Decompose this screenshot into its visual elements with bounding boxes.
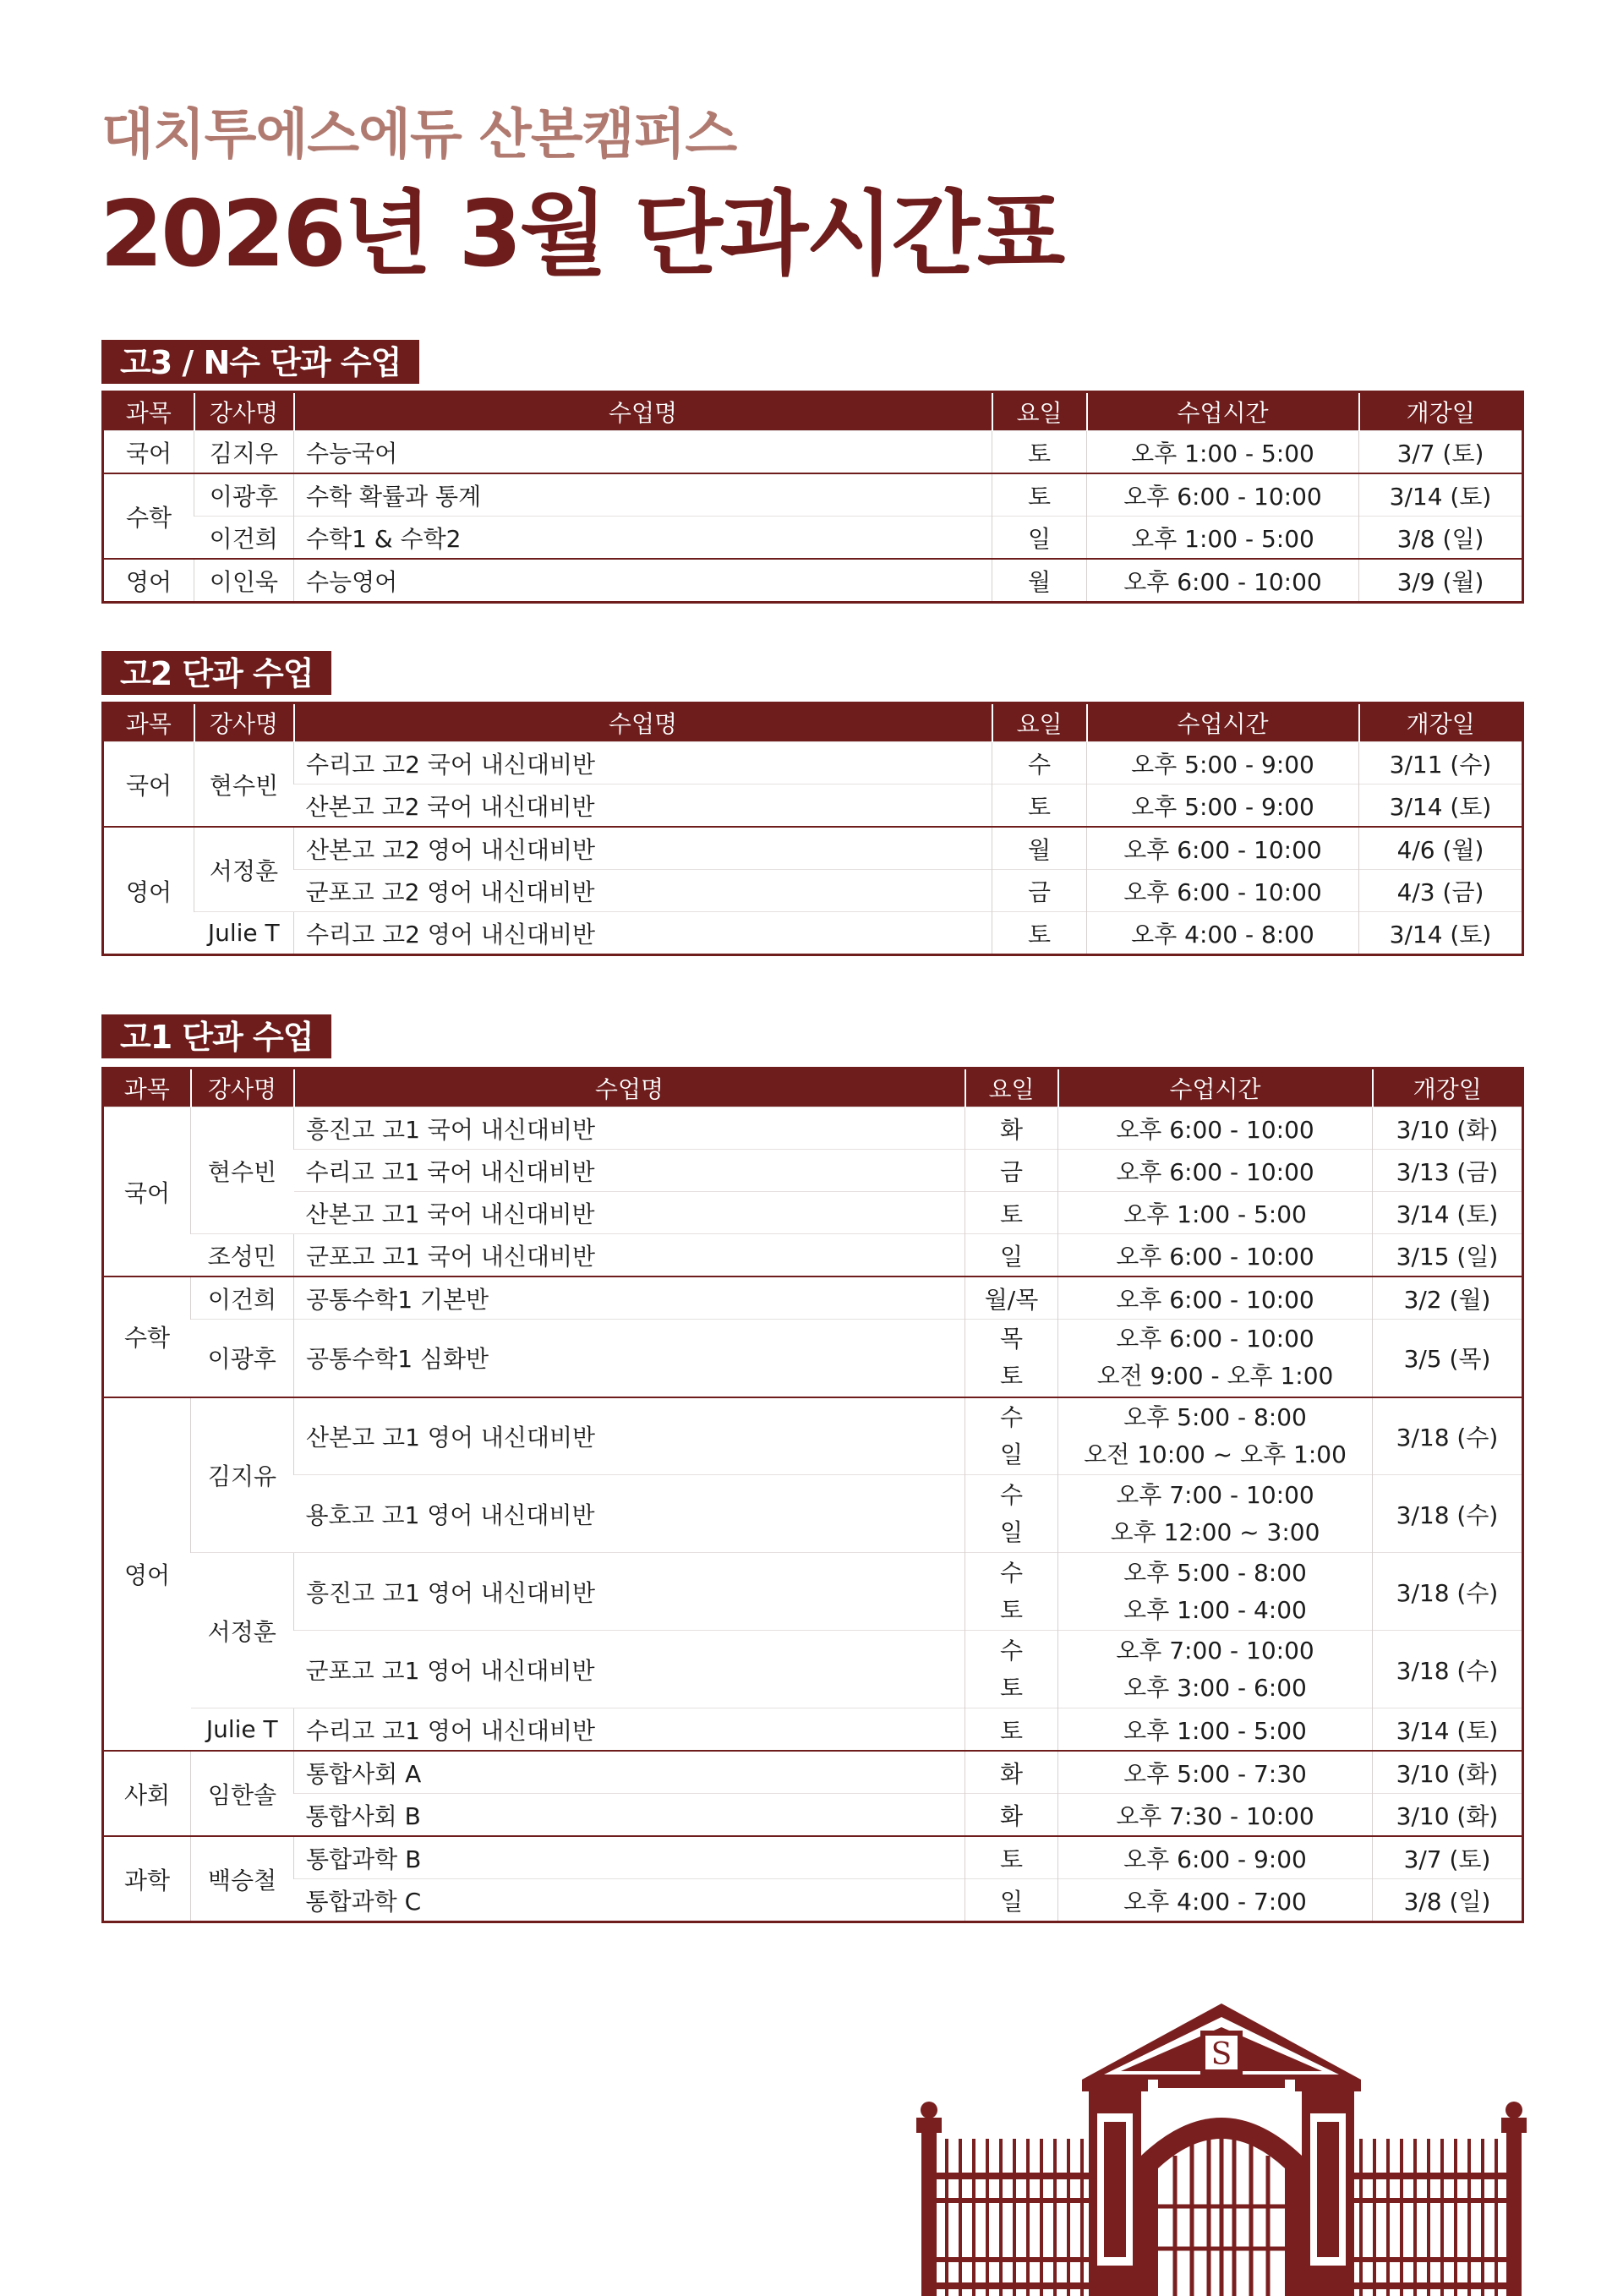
page-title: 2026년 3월 단과시간표 — [100, 182, 1063, 287]
section-label-g1: 고1 단과 수업 — [101, 1014, 331, 1058]
teacher-cell: 이인욱 — [194, 559, 294, 603]
time-cell: 오후 6:00 - 10:00 — [1087, 827, 1359, 870]
start-cell: 3/5 (목) — [1373, 1320, 1523, 1397]
day-line: 수 — [999, 1480, 1024, 1509]
svg-text:S: S — [1210, 2037, 1232, 2072]
day-cell: 월 — [992, 827, 1087, 870]
table-row — [103, 1150, 1523, 1192]
section-label-g3: 고3 / N수 단과 수업 — [101, 340, 419, 384]
teacher-cell: 서정훈 — [194, 827, 294, 912]
day-cell: 일 — [965, 1879, 1058, 1922]
teacher-cell: 임한솔 — [191, 1751, 294, 1836]
start-cell: 3/18 (수) — [1373, 1631, 1523, 1708]
subject-cell: 영어 — [103, 559, 194, 603]
time-line: 오후 5:00 - 8:00 — [1123, 1558, 1307, 1587]
course-cell: 수리고 고2 국어 내신대비반 — [294, 742, 992, 784]
course-cell: 공통수학1 기본반 — [294, 1276, 965, 1320]
campus-subtitle: 대치투에스에듀 산본캠퍼스 — [101, 104, 737, 167]
table-row — [103, 784, 1523, 828]
col-start: 개강일 — [1359, 392, 1523, 431]
start-cell: 3/2 (월) — [1373, 1276, 1523, 1320]
start-cell: 3/14 (토) — [1359, 784, 1523, 828]
course-cell: 군포고 고1 영어 내신대비반 — [294, 1631, 965, 1708]
time-line: 오후 7:00 - 10:00 — [1116, 1480, 1314, 1509]
day-line: 토 — [999, 1595, 1024, 1624]
timetable-g2 — [101, 702, 1524, 956]
course-cell: 산본고 고1 국어 내신대비반 — [294, 1192, 965, 1234]
time-cell: 오후 1:00 - 5:00 — [1087, 431, 1359, 474]
start-cell: 3/18 (수) — [1373, 1397, 1523, 1475]
table-row — [103, 870, 1523, 912]
day-cell: 토 — [965, 1836, 1058, 1879]
start-cell: 3/7 (토) — [1359, 431, 1523, 474]
time-cell: 오후 6:00 - 9:00 — [1058, 1836, 1373, 1879]
course-cell: 수학 확률과 통계 — [294, 473, 992, 517]
table-row — [103, 1836, 1523, 1879]
teacher-cell: 이건희 — [194, 517, 294, 560]
subject-cell: 수학 — [103, 1276, 191, 1397]
course-cell: 군포고 고2 영어 내신대비반 — [294, 870, 992, 912]
teacher-cell: Julie T — [194, 912, 294, 955]
gate-illustration-icon — [904, 1987, 1538, 2296]
subject-cell: 국어 — [103, 1107, 191, 1277]
course-cell: 통합사회 B — [294, 1794, 965, 1837]
subject-cell: 과학 — [103, 1836, 191, 1922]
course-cell: 수리고 고2 영어 내신대비반 — [294, 912, 992, 955]
day-cell — [965, 1553, 1058, 1631]
time-cell: 오후 5:00 - 9:00 — [1087, 784, 1359, 828]
teacher-cell: 현수빈 — [194, 742, 294, 828]
col-subject: 과목 — [103, 392, 194, 431]
table-header-row — [103, 392, 1523, 431]
time-line: 오후 6:00 - 10:00 — [1116, 1325, 1314, 1353]
course-cell: 용호고 고1 영어 내신대비반 — [294, 1475, 965, 1553]
teacher-cell: 이광후 — [194, 473, 294, 517]
time-cell — [1058, 1553, 1373, 1631]
day-cell: 월/목 — [965, 1276, 1058, 1320]
start-cell: 3/8 (일) — [1373, 1879, 1523, 1922]
col-course: 수업명 — [294, 392, 992, 431]
course-cell: 산본고 고1 영어 내신대비반 — [294, 1397, 965, 1475]
table-row — [103, 1276, 1523, 1320]
time-line: 오후 1:00 - 4:00 — [1123, 1595, 1307, 1624]
table-row — [103, 1794, 1523, 1837]
time-cell: 오후 6:00 - 10:00 — [1058, 1107, 1373, 1150]
time-cell: 오후 5:00 - 9:00 — [1087, 742, 1359, 784]
start-cell: 3/15 (일) — [1373, 1234, 1523, 1277]
table-row — [103, 912, 1523, 955]
section-label-g2: 고2 단과 수업 — [101, 651, 331, 695]
start-cell: 3/8 (일) — [1359, 517, 1523, 560]
teacher-cell: 서정훈 — [191, 1553, 294, 1708]
subject-cell: 영어 — [103, 1397, 191, 1752]
day-cell — [965, 1631, 1058, 1708]
table-row — [103, 1192, 1523, 1234]
table-row — [103, 431, 1523, 474]
start-cell: 3/18 (수) — [1373, 1475, 1523, 1553]
time-cell: 오후 6:00 - 10:00 — [1087, 870, 1359, 912]
day-line: 목 — [999, 1325, 1024, 1353]
time-cell: 오후 6:00 - 10:00 — [1058, 1150, 1373, 1192]
time-cell — [1058, 1475, 1373, 1553]
timetable-g1 — [101, 1067, 1524, 1923]
table-row — [103, 1320, 1523, 1397]
col-course: 수업명 — [294, 703, 992, 742]
start-cell: 3/9 (월) — [1359, 559, 1523, 603]
time-line: 오후 12:00 ~ 3:00 — [1110, 1517, 1320, 1546]
col-subject: 과목 — [103, 703, 194, 742]
time-cell: 오후 1:00 - 5:00 — [1058, 1192, 1373, 1234]
table-row — [103, 517, 1523, 560]
day-cell: 화 — [965, 1751, 1058, 1794]
time-cell: 오후 6:00 - 10:00 — [1087, 473, 1359, 517]
time-cell: 오후 6:00 - 10:00 — [1058, 1234, 1373, 1277]
col-day: 요일 — [992, 703, 1087, 742]
start-cell: 3/14 (토) — [1359, 473, 1523, 517]
course-cell: 통합과학 C — [294, 1879, 965, 1922]
subject-cell: 국어 — [103, 431, 194, 474]
time-cell: 오후 6:00 - 10:00 — [1058, 1276, 1373, 1320]
course-cell: 흥진고 고1 국어 내신대비반 — [294, 1107, 965, 1150]
subject-cell: 수학 — [103, 473, 194, 559]
start-cell: 3/13 (금) — [1373, 1150, 1523, 1192]
day-cell: 화 — [965, 1107, 1058, 1150]
day-cell: 일 — [992, 517, 1087, 560]
subject-cell: 국어 — [103, 742, 194, 828]
col-time: 수업시간 — [1087, 392, 1359, 431]
day-line: 수 — [999, 1558, 1024, 1587]
course-cell: 군포고 고1 국어 내신대비반 — [294, 1234, 965, 1277]
day-cell: 화 — [965, 1794, 1058, 1837]
day-line: 일 — [999, 1440, 1024, 1468]
time-cell — [1058, 1397, 1373, 1475]
table-row — [103, 1107, 1523, 1150]
day-line: 수 — [999, 1402, 1024, 1431]
time-cell: 오후 1:00 - 5:00 — [1058, 1708, 1373, 1752]
teacher-cell: Julie T — [191, 1708, 294, 1752]
time-cell: 오후 6:00 - 10:00 — [1087, 559, 1359, 603]
start-cell: 3/10 (화) — [1373, 1794, 1523, 1837]
course-cell: 흥진고 고1 영어 내신대비반 — [294, 1553, 965, 1631]
table-row — [103, 1879, 1523, 1922]
day-cell: 일 — [965, 1234, 1058, 1277]
teacher-cell: 김지우 — [194, 431, 294, 474]
start-cell: 3/14 (토) — [1373, 1192, 1523, 1234]
time-cell: 오후 4:00 - 8:00 — [1087, 912, 1359, 955]
time-cell: 오후 5:00 - 7:30 — [1058, 1751, 1373, 1794]
day-line: 토 — [999, 1362, 1024, 1391]
col-time: 수업시간 — [1087, 703, 1359, 742]
start-cell: 3/18 (수) — [1373, 1553, 1523, 1631]
day-line: 토 — [999, 1673, 1024, 1702]
course-cell: 수리고 고1 국어 내신대비반 — [294, 1150, 965, 1192]
teacher-cell: 백승철 — [191, 1836, 294, 1922]
time-line: 오전 9:00 - 오후 1:00 — [1096, 1362, 1334, 1391]
day-line: 수 — [999, 1636, 1024, 1665]
start-cell: 3/10 (화) — [1373, 1751, 1523, 1794]
table-row — [103, 1708, 1523, 1752]
day-cell: 토 — [965, 1192, 1058, 1234]
day-cell: 토 — [992, 912, 1087, 955]
subject-cell: 영어 — [103, 827, 194, 955]
time-line: 오후 7:00 - 10:00 — [1116, 1636, 1314, 1665]
col-start: 개강일 — [1359, 703, 1523, 742]
col-teacher: 강사명 — [191, 1069, 294, 1107]
col-day: 요일 — [965, 1069, 1058, 1107]
start-cell: 4/6 (월) — [1359, 827, 1523, 870]
table-row — [103, 1397, 1523, 1475]
time-cell: 오후 1:00 - 5:00 — [1087, 517, 1359, 560]
start-cell: 3/14 (토) — [1373, 1708, 1523, 1752]
start-cell: 3/10 (화) — [1373, 1107, 1523, 1150]
col-teacher: 강사명 — [194, 703, 294, 742]
col-subject: 과목 — [103, 1069, 191, 1107]
course-cell: 공통수학1 심화반 — [294, 1320, 965, 1397]
course-cell: 산본고 고2 영어 내신대비반 — [294, 827, 992, 870]
day-cell: 금 — [965, 1150, 1058, 1192]
course-cell: 통합사회 A — [294, 1751, 965, 1794]
table-row — [103, 1751, 1523, 1794]
time-line: 오후 5:00 - 8:00 — [1123, 1402, 1307, 1431]
table-row — [103, 559, 1523, 603]
day-cell — [965, 1475, 1058, 1553]
day-line: 일 — [999, 1517, 1024, 1546]
col-start: 개강일 — [1373, 1069, 1523, 1107]
col-course: 수업명 — [294, 1069, 965, 1107]
time-cell — [1058, 1631, 1373, 1708]
day-cell — [965, 1320, 1058, 1397]
course-cell: 수리고 고1 영어 내신대비반 — [294, 1708, 965, 1752]
course-cell: 통합과학 B — [294, 1836, 965, 1879]
day-cell: 토 — [965, 1708, 1058, 1752]
col-day: 요일 — [992, 392, 1087, 431]
table-row — [103, 473, 1523, 517]
day-cell — [965, 1397, 1058, 1475]
start-cell: 3/14 (토) — [1359, 912, 1523, 955]
time-cell — [1058, 1320, 1373, 1397]
day-cell: 토 — [992, 431, 1087, 474]
day-cell: 금 — [992, 870, 1087, 912]
table-header-row — [103, 703, 1523, 742]
start-cell: 3/11 (수) — [1359, 742, 1523, 784]
day-cell: 토 — [992, 784, 1087, 828]
day-cell: 월 — [992, 559, 1087, 603]
subject-cell: 사회 — [103, 1751, 191, 1836]
table-row — [103, 1234, 1523, 1277]
col-teacher: 강사명 — [194, 392, 294, 431]
course-cell: 산본고 고2 국어 내신대비반 — [294, 784, 992, 828]
timetable-g3 — [101, 391, 1524, 604]
teacher-cell: 이광후 — [191, 1320, 294, 1397]
start-cell: 3/7 (토) — [1373, 1836, 1523, 1879]
time-line: 오후 3:00 - 6:00 — [1123, 1673, 1307, 1702]
time-line: 오전 10:00 ~ 오후 1:00 — [1084, 1440, 1347, 1468]
teacher-cell: 조성민 — [191, 1234, 294, 1277]
course-cell: 수능영어 — [294, 559, 992, 603]
teacher-cell: 이건희 — [191, 1276, 294, 1320]
time-cell: 오후 4:00 - 7:00 — [1058, 1879, 1373, 1922]
table-row — [103, 742, 1523, 784]
teacher-cell: 현수빈 — [191, 1107, 294, 1234]
day-cell: 토 — [992, 473, 1087, 517]
table-header-row — [103, 1069, 1523, 1107]
day-cell: 수 — [992, 742, 1087, 784]
teacher-cell: 김지유 — [191, 1397, 294, 1553]
table-row — [103, 1475, 1523, 1553]
table-row — [103, 827, 1523, 870]
col-time: 수업시간 — [1058, 1069, 1373, 1107]
course-cell: 수능국어 — [294, 431, 992, 474]
start-cell: 4/3 (금) — [1359, 870, 1523, 912]
table-row — [103, 1553, 1523, 1631]
course-cell: 수학1 & 수학2 — [294, 517, 992, 560]
time-cell: 오후 7:30 - 10:00 — [1058, 1794, 1373, 1837]
table-row — [103, 1631, 1523, 1708]
